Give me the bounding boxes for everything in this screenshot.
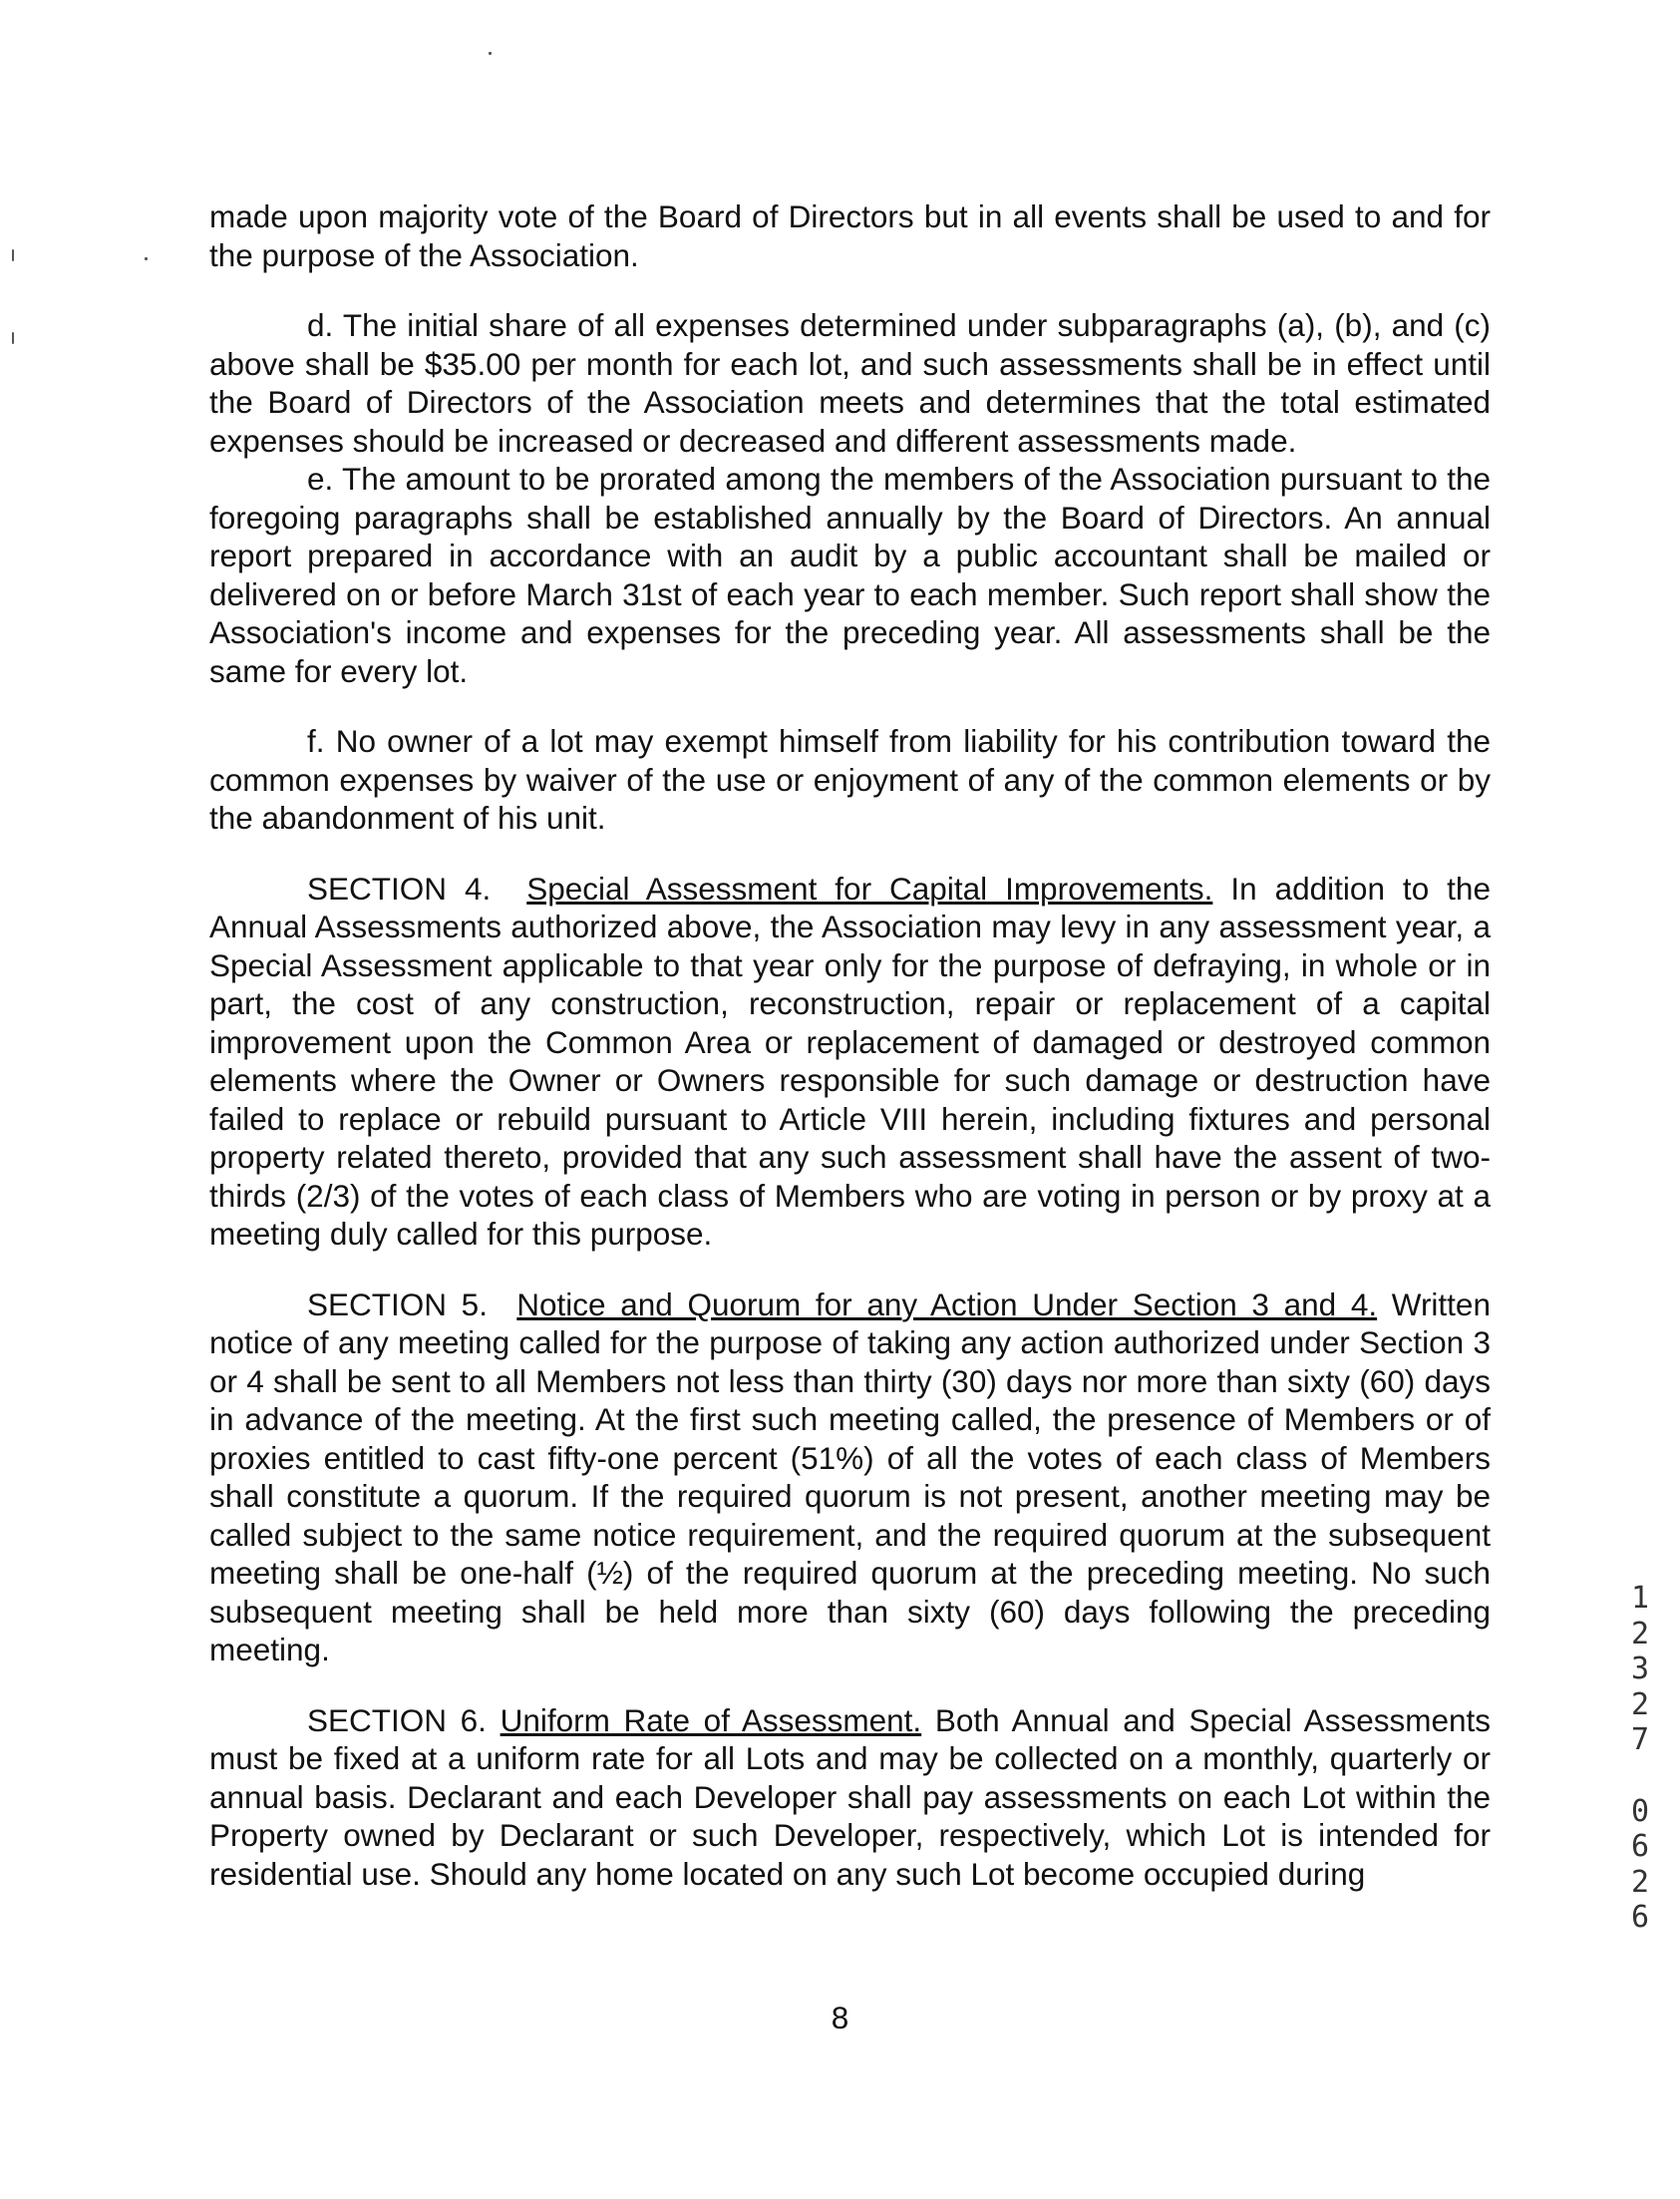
stamp-digit: 2 bbox=[1630, 1616, 1650, 1651]
paragraph-d: d. The initial share of all expenses determined under subparagraphs (a), (b), and (c) above shall be $35.00 per month for each lot, and such assessments shall be in effect until the Board of Directors of the Association meets and determines that the total estimated expenses should be increased or decreased and different assessments made. bbox=[209, 307, 1491, 459]
section-body: Written notice of any meeting called for the purpose of taking any action authorized under Section 3 or 4 shall be sent to all Members not less than thirty (30) days nor more than sixty (60) days in advance of the meeting. At the first such meeting called, the presence of Members or of proxies entitled to cast fifty-one percent (51%) of all the votes of each class of Members shall constitute a quorum. If the required quorum is not present, another meeting may be called subject to the same notice requirement, and the required quorum at the subsequent meeting shall be one-half (½) of the required quorum at the preceding meeting. No such subsequent meeting shall be held more than sixty (60) days following the preceding meeting. bbox=[209, 1285, 1491, 1667]
section-heading: Special Assessment for Capital Improvements. bbox=[526, 870, 1213, 907]
stamp-digit: 2 bbox=[1630, 1686, 1650, 1722]
section-body: In addition to the Annual Assessments authorized above, the Association may levy in any assessment year, a Special Assessment applicable to that year only for the purpose of defraying, in whole or in part, the cost of any construction, reconstruction, repair or replacement of a capital improvement upon the Common Area or replacement of damaged or destroyed common elements where the Owner or Owners responsible for such damage or destruction have failed to replace or rebuild pursuant to Article VIII herein, including fixtures and personal property related thereto, provided that any such assessment shall have the assent of two-thirds (2/3) of the votes of each class of Members who are voting in person or by proxy at a meeting duly called for this purpose. bbox=[209, 870, 1491, 1252]
section-body: Both Annual and Special Assessments must be fixed at a uniform rate for all Lots and may be collected on a monthly, quarterly or annual basis. Declarant and each Developer shall pay assessments on each Lot within the Property owned by Declarant or such Developer, respectively, which Lot is intended for residential use. Should any home located on any such Lot become occupied during bbox=[209, 1701, 1491, 1892]
section-heading: Notice and Quorum for any Action Under Section 3 and 4. bbox=[516, 1285, 1378, 1322]
stamp-digit: 2 bbox=[1630, 1864, 1650, 1900]
stamp-digit: 7 bbox=[1630, 1722, 1650, 1757]
margin-stamp-number bbox=[1620, 1581, 1660, 1936]
scan-speck bbox=[489, 52, 492, 55]
scan-speck bbox=[12, 332, 14, 344]
paragraph-continued: made upon majority vote of the Board of Directors but in all events shall be used to and for the purpose of the Association. bbox=[209, 198, 1491, 273]
document-body bbox=[209, 197, 1491, 1893]
paragraph-e: e. The amount to be prorated among the members of the Association pursuant to the foregoing paragraphs shall be established annually by the Board of Directors. An annual report prepared in accordance with an audit by a public accountant shall be mailed or delivered on or before March 31st of each year to each member. Such report shall show the Association's income and expenses for the preceding year. All assessments shall be the same for every lot. bbox=[209, 461, 1491, 689]
stamp-digit: 0 bbox=[1630, 1793, 1650, 1829]
page-number: 8 bbox=[831, 2000, 849, 2035]
stamp-digit: 6 bbox=[1630, 1900, 1650, 1935]
section-heading: Uniform Rate of Assessment. bbox=[500, 1701, 922, 1738]
section-label: SECTION 4. bbox=[307, 870, 492, 907]
stamp-digit: 6 bbox=[1630, 1829, 1650, 1864]
scan-speck bbox=[12, 249, 14, 261]
section-label: SECTION 5. bbox=[307, 1285, 488, 1322]
stamp-digit: 1 bbox=[1630, 1581, 1650, 1616]
paragraph-f: f. No owner of a lot may exempt himself from liability for his contribution toward the common expenses by waiver of the use or enjoyment of any of the common elements or by the abandonment of his unit. bbox=[209, 723, 1491, 836]
section-6 bbox=[209, 1701, 1491, 1894]
section-4 bbox=[209, 870, 1491, 1254]
scan-speck bbox=[145, 257, 148, 260]
stamp-digit: 3 bbox=[1630, 1651, 1650, 1686]
section-label: SECTION 6. bbox=[307, 1701, 487, 1738]
section-5 bbox=[209, 1285, 1491, 1669]
